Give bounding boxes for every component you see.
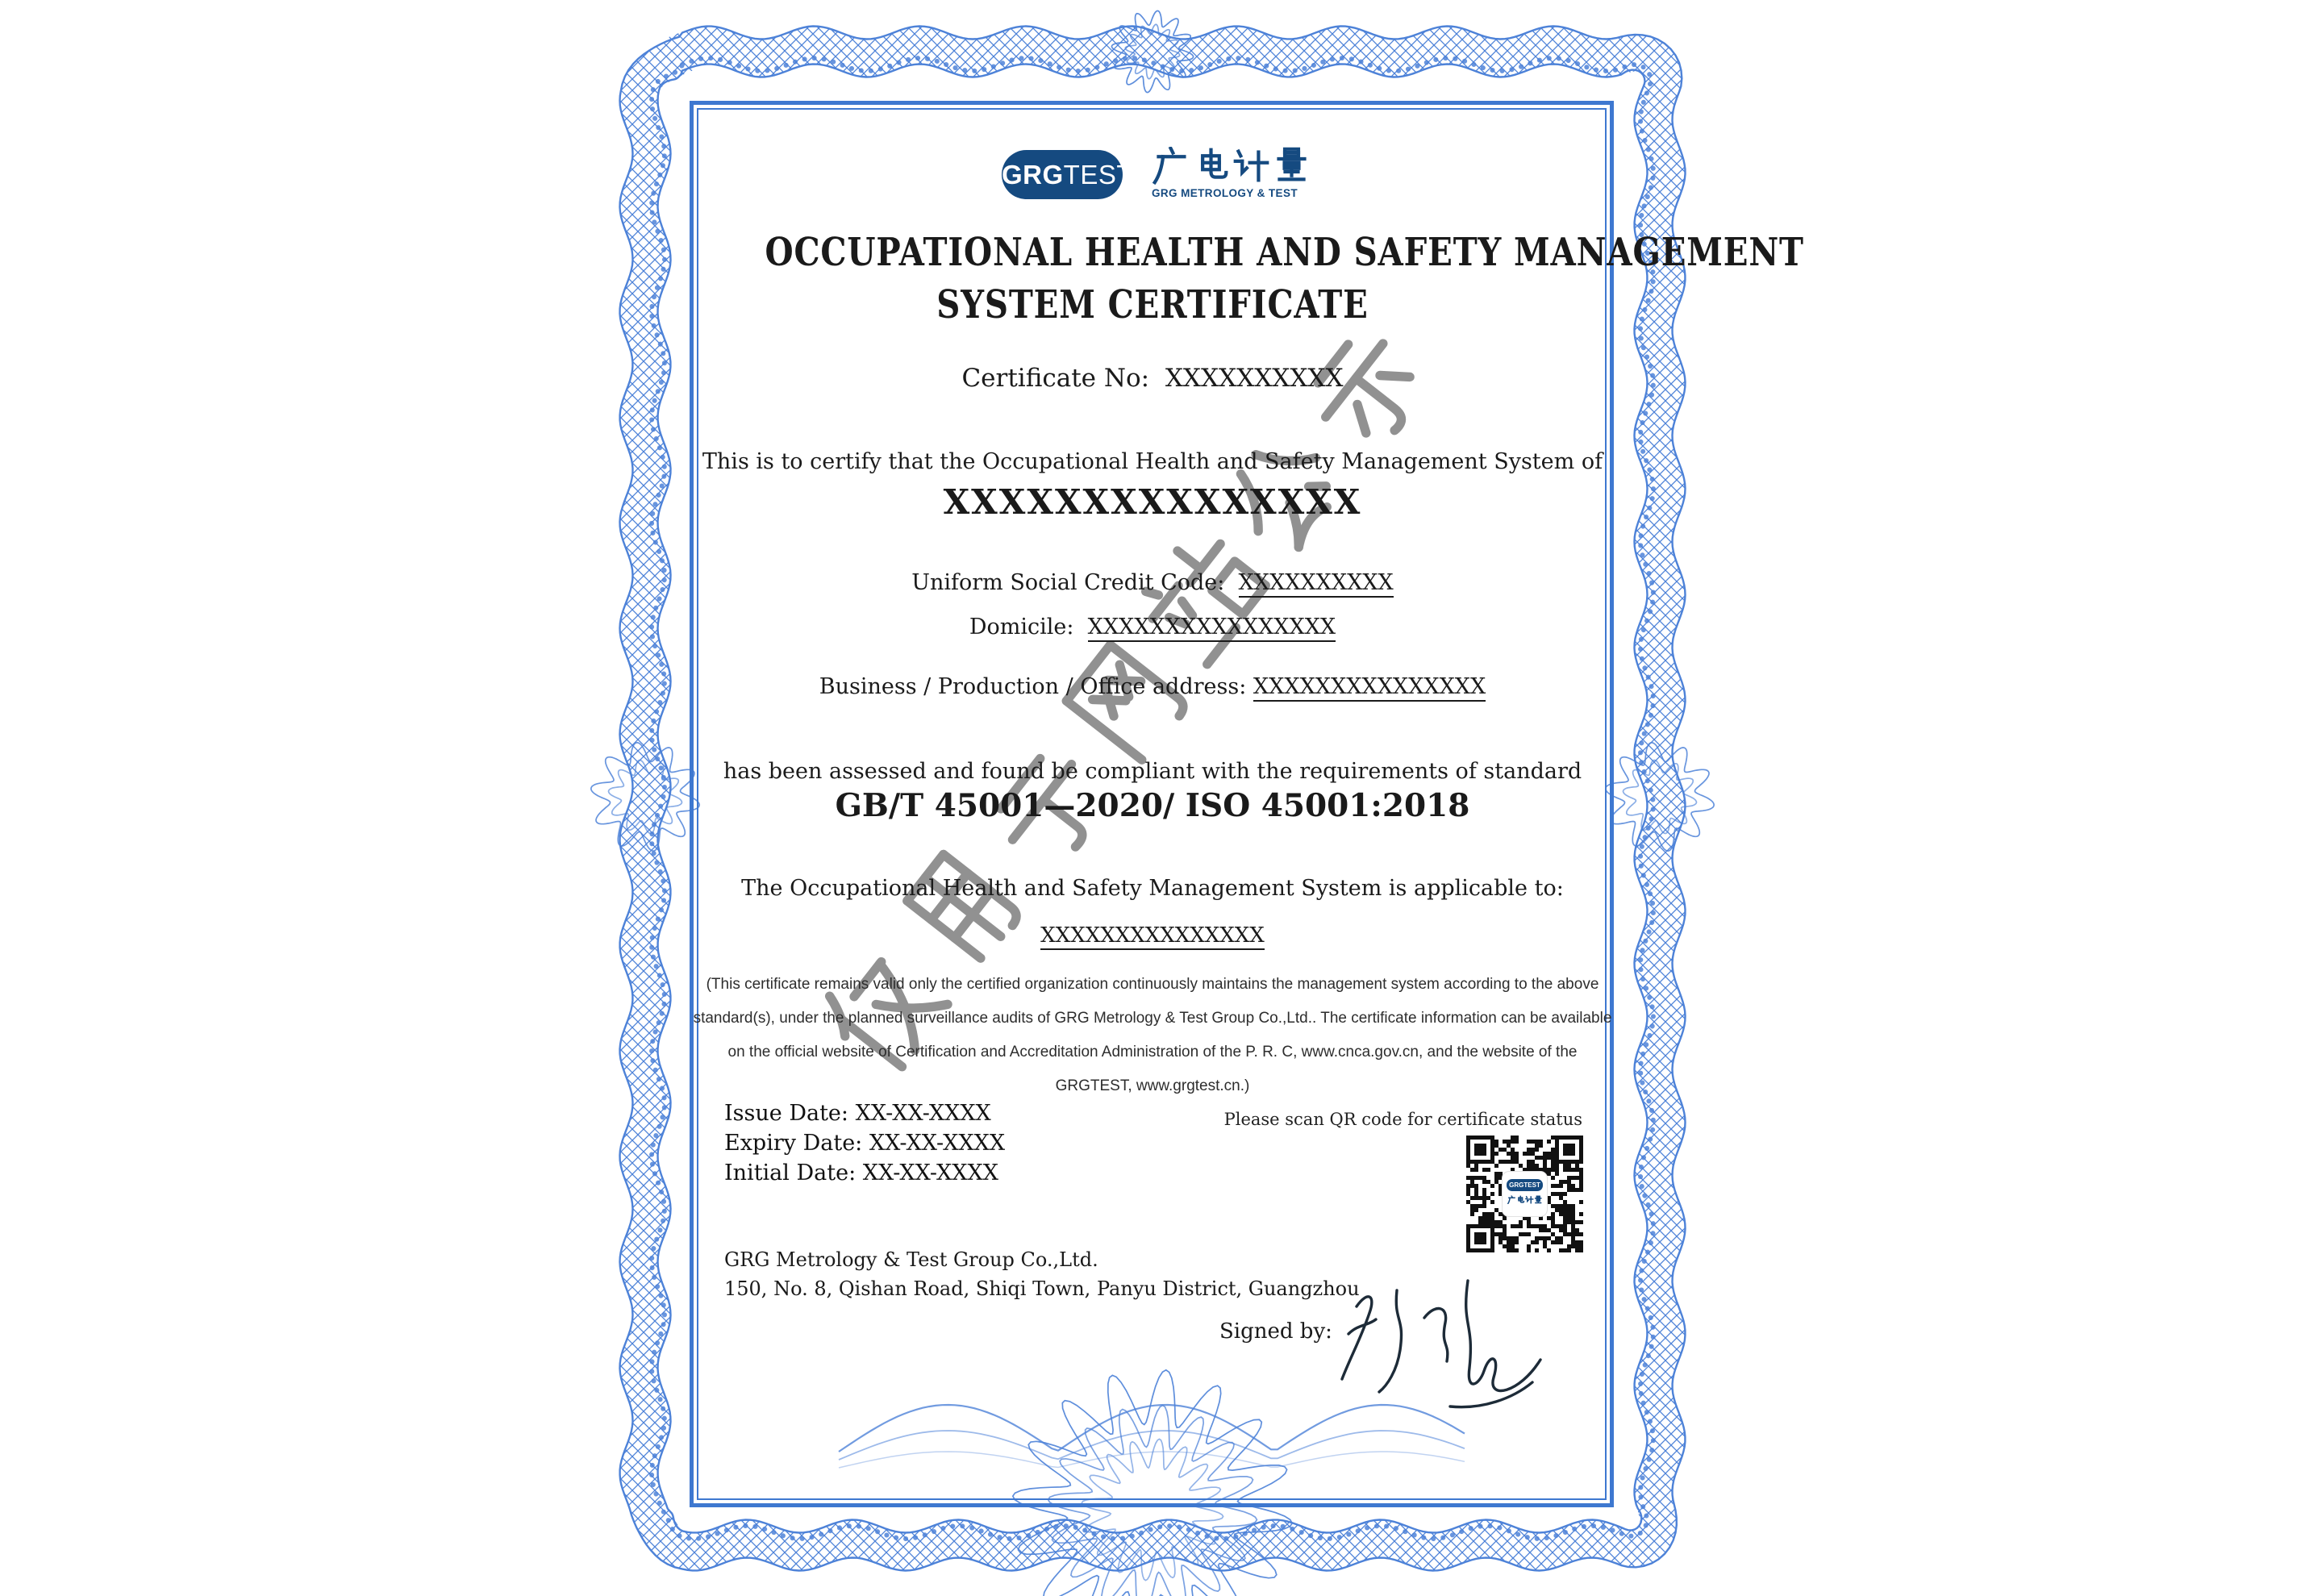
- signature-handwriting: [1329, 1256, 1563, 1418]
- qr-center-logo: [1502, 1171, 1548, 1217]
- expiry-date-label: Expiry Date:: [724, 1131, 863, 1156]
- logo-badge: [1002, 150, 1134, 199]
- certificate-title-line1: OCCUPATIONAL HEALTH AND SAFETY MANAGEMENT: [765, 230, 1804, 275]
- issue-date: [724, 1098, 1005, 1128]
- logo-badge-bold: GRG: [1002, 160, 1064, 190]
- domicile-field: [691, 615, 1614, 640]
- issuer-name: GRG Metrology & Test Group Co.,Ltd.: [724, 1248, 1098, 1271]
- uscc-value: XXXXXXXXXX: [1239, 570, 1394, 598]
- issue-date-value: XX-XX-XXXX: [855, 1101, 991, 1126]
- address-label: Business / Production / Office address:: [819, 674, 1247, 699]
- fine-print: [691, 968, 1614, 1103]
- fine-print-line3: on the official website of Certification and Accreditation Administration of the P. R. C, www.cnca.gov.cn, and the website of the: [727, 1044, 1578, 1061]
- domicile-value: XXXXXXXXXXXXXXXX: [1088, 615, 1336, 642]
- uscc-field: [691, 570, 1614, 595]
- initial-date-value: XX-XX-XXXX: [862, 1161, 998, 1186]
- uscc-label: Uniform Social Credit Code:: [911, 570, 1225, 595]
- certify-line: This is to certify that the Occupational Health and Safety Management System of: [702, 449, 1603, 474]
- signed-by-label: Signed by:: [1219, 1319, 1332, 1344]
- certificate-title-line2: SYSTEM CERTIFICATE: [936, 282, 1369, 327]
- logo-badge-light: TEST: [1063, 160, 1134, 190]
- applicable-line: The Occupational Health and Safety Management System is applicable to:: [741, 876, 1564, 901]
- dates-block: [724, 1098, 1005, 1188]
- fine-print-line4: GRGTEST, www.grgtest.cn.): [1055, 1077, 1250, 1094]
- logo-chinese-characters: [1152, 146, 1313, 186]
- applicable-scope-text: XXXXXXXXXXXXXXX: [1040, 923, 1265, 950]
- fine-print-line2: standard(s), under the planned surveillance audits of GRG Metrology & Test Group Co.,Ltd.. The certificate information can be available: [693, 1010, 1612, 1027]
- applicable-scope-value: [691, 924, 1614, 948]
- qr-center-logo-badge: GRGTEST: [1507, 1179, 1543, 1191]
- issuer-address: 150, No. 8, Qishan Road, Shiqi Town, Panyu District, Guangzhou: [724, 1277, 1360, 1300]
- initial-date: [724, 1158, 1005, 1188]
- standard-name: GB/T 45001—2020/ ISO 45001:2018: [835, 787, 1470, 824]
- fine-print-line1: (This certificate remains valid only the certified organization continuously maintains the management system according to the above: [706, 976, 1599, 993]
- certificate-number-label: Certificate No:: [961, 364, 1150, 393]
- domicile-label: Domicile:: [969, 615, 1074, 640]
- address-field: [691, 674, 1614, 699]
- initial-date-label: Initial Date:: [724, 1161, 857, 1186]
- qr-center-logo-cn: [1507, 1195, 1543, 1205]
- certificate-number: [691, 365, 1614, 394]
- expiry-date-value: XX-XX-XXXX: [869, 1131, 1006, 1156]
- logo-subtitle: GRG METROLOGY & TEST: [1152, 187, 1298, 199]
- address-value: XXXXXXXXXXXXXXX: [1253, 674, 1486, 702]
- expiry-date: [724, 1128, 1005, 1158]
- issue-date-label: Issue Date:: [724, 1101, 848, 1126]
- company-name: XXXXXXXXXXXXXXX: [943, 482, 1362, 522]
- certificate-number-value: XXXXXXXXXX: [1165, 364, 1344, 393]
- assessed-line: has been assessed and found be compliant with the requirements of standard: [723, 759, 1582, 784]
- qr-caption: Please scan QR code for certificate status: [1223, 1110, 1582, 1129]
